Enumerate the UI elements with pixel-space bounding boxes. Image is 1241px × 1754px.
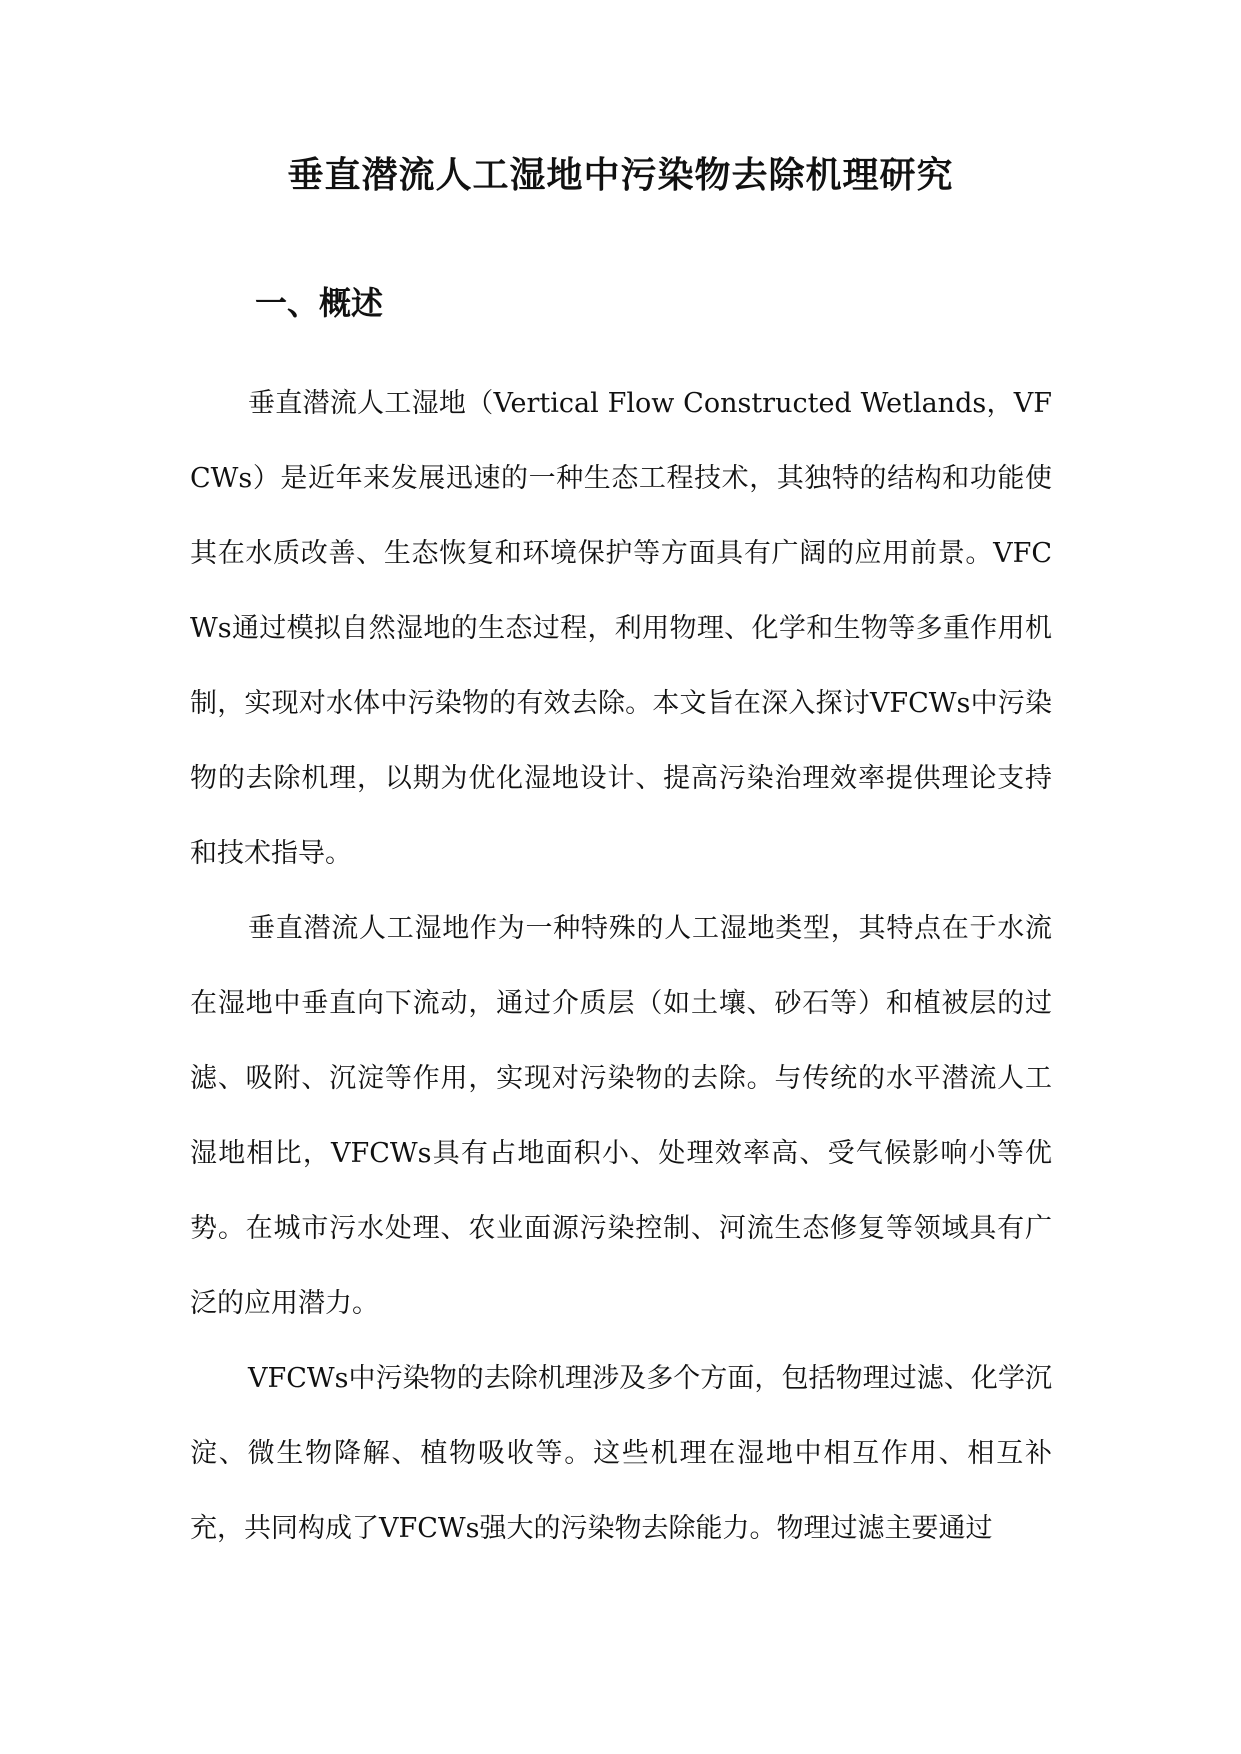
paragraph-2: 垂直潜流人工湿地作为一种特殊的人工湿地类型，其特点在于水流在湿地中垂直向下流动，通过介质层（如土壤、砂石等）和植被层的过滤、吸附、沉淀等作用，实现对污染物的去除。与传统的水平潜流人工湿地相比，VFCWs具有占地面积小、处理效率高、受气候影响小等优势。在城市污水处理、农业面源污染控制、河流生态修复等领域具有广泛的应用潜力。 bbox=[190, 913, 1052, 1319]
paragraph-3: VFCWs中污染物的去除机理涉及多个方面，包括物理过滤、化学沉淀、微生物降解、植物吸收等。这些机理在湿地中相互作用、相互补充，共同构成了VFCWs强大的污染物去除能力。物理过滤主要通过 bbox=[190, 1363, 1052, 1544]
document-title: 垂直潜流人工湿地中污染物去除机理研究 bbox=[287, 154, 954, 196]
body-text bbox=[190, 366, 1052, 1566]
section-heading-overview: 一、概述 bbox=[255, 284, 384, 322]
paragraph-1: 垂直潜流人工湿地（Vertical Flow Constructed Wetlands，VFCWs）是近年来发展迅速的一种生态工程技术，其独特的结构和功能使其在水质改善、生态恢复和环境保护等方面具有广阔的应用前景。VFCWs通过模拟自然湿地的生态过程，利用物理、化学和生物等多重作用机制，实现对水体中污染物的有效去除。本文旨在深入探讨VFCWs中污染物的去除机理，以期为优化湿地设计、提高污染治理效率提供理论支持和技术指导。 bbox=[190, 388, 1052, 869]
